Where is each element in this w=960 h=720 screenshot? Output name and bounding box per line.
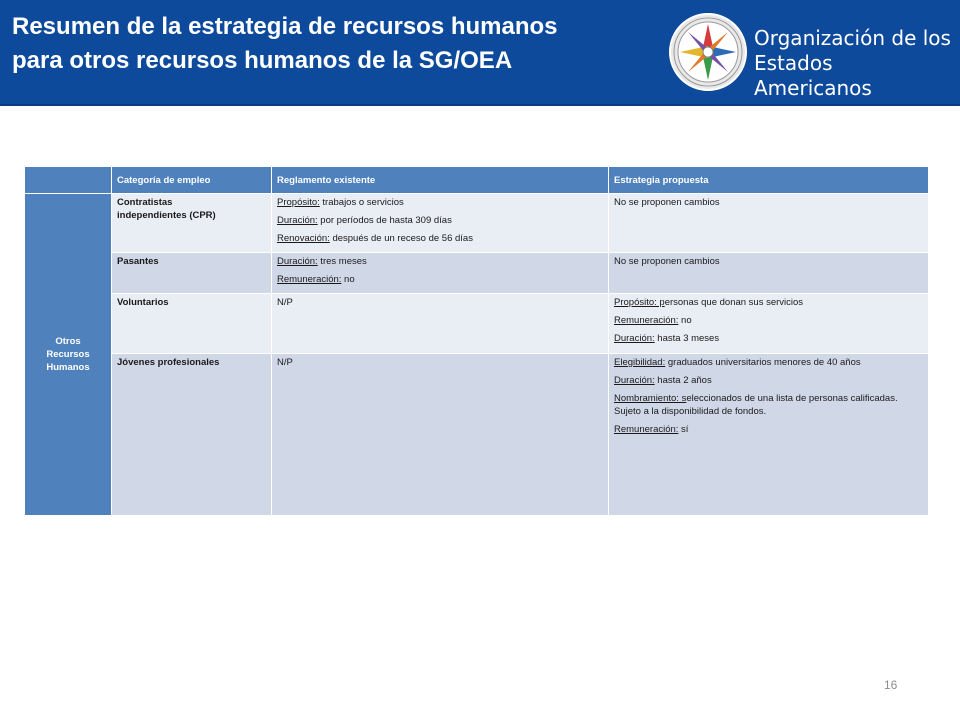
header-existing: Reglamento existente bbox=[272, 167, 609, 194]
table-row bbox=[25, 253, 929, 294]
field-label: Duración: bbox=[614, 375, 655, 386]
field-label: Duración: bbox=[614, 333, 655, 344]
proposed-line bbox=[614, 392, 923, 418]
category-cell: Pasantes bbox=[112, 253, 272, 294]
proposed-line bbox=[614, 332, 923, 345]
field-value: no bbox=[341, 274, 355, 285]
org-name-line-1: Organización de los bbox=[754, 26, 951, 50]
proposed-cell: No se proponen cambios bbox=[609, 253, 929, 294]
proposed-line bbox=[614, 296, 923, 309]
title-line-1: Resumen de la estrategia de recursos humanos bbox=[12, 13, 558, 40]
existing-cell: N/P bbox=[272, 294, 609, 354]
category-cell: Jóvenes profesionales bbox=[112, 354, 272, 516]
organization-name bbox=[754, 26, 954, 101]
header-blank bbox=[25, 167, 112, 194]
field-label: Elegibilidad: bbox=[614, 357, 666, 368]
table-row bbox=[25, 194, 929, 253]
field-value: tres meses bbox=[317, 256, 367, 267]
field-label: Propósito: p bbox=[614, 297, 665, 308]
hr-strategy-table bbox=[24, 166, 929, 516]
proposed-cell bbox=[609, 294, 929, 354]
field-label: Renovación: bbox=[277, 233, 330, 244]
group-label-line-3: Humanos bbox=[46, 362, 90, 373]
proposed-cell bbox=[609, 354, 929, 516]
field-value: hasta 2 años bbox=[654, 375, 712, 386]
proposed-line bbox=[614, 423, 923, 436]
existing-line bbox=[277, 214, 603, 227]
field-label: Remuneración: bbox=[277, 274, 342, 285]
table-header-row bbox=[25, 167, 929, 194]
proposed-cell: No se proponen cambios bbox=[609, 194, 929, 253]
field-label: Remuneración: bbox=[614, 315, 679, 326]
existing-line bbox=[277, 273, 603, 286]
page-number: 16 bbox=[884, 678, 898, 692]
existing-line bbox=[277, 255, 603, 268]
field-value: eleccionados de una lista de personas calificadas. Sujeto a la disponibilidad de fondos. bbox=[614, 393, 898, 417]
field-value: ersonas que donan sus servicios bbox=[664, 297, 804, 308]
title-line-2: para otros recursos humanos de la SG/OEA bbox=[12, 47, 513, 74]
slide-title bbox=[12, 10, 652, 78]
existing-cell: N/P bbox=[272, 354, 609, 516]
existing-cell bbox=[272, 253, 609, 294]
proposed-line bbox=[614, 374, 923, 387]
group-label-line-2: Recursos bbox=[46, 349, 90, 360]
field-value: trabajos o servicios bbox=[319, 197, 404, 208]
existing-cell bbox=[272, 194, 609, 253]
table-row bbox=[25, 294, 929, 354]
field-label: Duración: bbox=[277, 256, 318, 267]
category-line-2: independientes (CPR) bbox=[117, 210, 216, 221]
org-name-line-2: Estados Americanos bbox=[754, 51, 872, 100]
slide-header bbox=[0, 0, 960, 106]
proposed-line bbox=[614, 314, 923, 327]
proposed-line bbox=[614, 356, 923, 369]
field-label: Propósito: bbox=[277, 197, 320, 208]
field-label: Remuneración: bbox=[614, 424, 679, 435]
field-value: por períodos de hasta 309 días bbox=[317, 215, 452, 226]
group-label-line-1: Otros bbox=[55, 336, 81, 347]
category-cell: Voluntarios bbox=[112, 294, 272, 354]
field-value: no bbox=[678, 315, 692, 326]
field-value: graduados universitarios menores de 40 años bbox=[665, 357, 861, 368]
group-label-cell bbox=[25, 194, 112, 516]
field-value: sí bbox=[678, 424, 689, 435]
category-line-1: Contratistas bbox=[117, 197, 173, 208]
field-label: Duración: bbox=[277, 215, 318, 226]
table-row bbox=[25, 354, 929, 516]
header-category: Categoría de empleo bbox=[112, 167, 272, 194]
header-proposed: Estrategia propuesta bbox=[609, 167, 929, 194]
category-cell bbox=[112, 194, 272, 253]
field-label: Nombramiento: s bbox=[614, 393, 687, 404]
existing-line bbox=[277, 196, 603, 209]
oas-seal-icon bbox=[668, 12, 748, 92]
field-value: después de un receso de 56 días bbox=[329, 233, 473, 244]
field-value: hasta 3 meses bbox=[654, 333, 720, 344]
existing-line bbox=[277, 232, 603, 245]
